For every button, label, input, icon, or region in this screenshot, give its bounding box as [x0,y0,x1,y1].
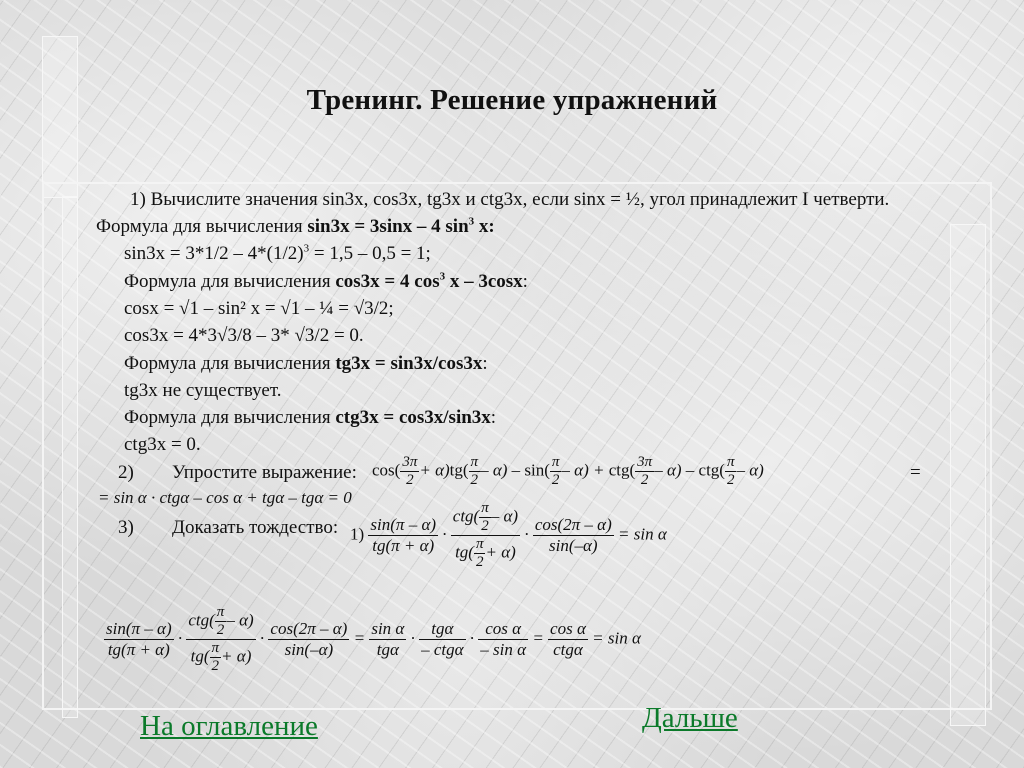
calc-sin3x: $\sin 3x = 3*1/2 - 4*(1/2)^3 = 1,5 - 0,5 = 1$; [124,242,431,264]
decorative-bar [950,224,986,726]
calc-cosx: cosx = √1 – sin² x = √1 – ¼ = √3/2; [124,298,394,319]
formula-cos3x: Формула для вычисления cos3x = 4 $\cos^3 x - 3\cos x$: [124,270,528,292]
identity-proof: $\frac{\sin(\pi - \alpha)}{tg(\pi + \alpha)}$ · ctg( $\frac{\pi}{2}$ – α) tg( $\frac{\pi}{2}$ + α) · $\frac{\cos(2\pi - \alpha)}{\sin(-\alpha)}$ = $\frac{\text{sin α}}{\text{tgα}}$ · $\frac{\text{tgα}}{\text{– ctgα}}$ · $\frac{\text{cos α}}{\text{– sin α}}$ = $\frac{\text{cos α}}{\text{ctgα}}$ = sin α [106,604,641,674]
decorative-bar [42,36,78,198]
identity-expression: 1) $\frac{\sin(\pi - \alpha)}{tg(\pi + \alpha)}$ · ctg( $\frac{\pi}{2}$ – α) tg( $\frac{\pi}{2}$ + α) · $\frac{\cos(2\pi - \alpha)}{\sin(-\alpha)}$ = sin α [350,500,667,570]
next-link[interactable]: Дальше [642,702,738,734]
decorative-bar [62,196,78,718]
task-3-text: Доказать тождество: [172,517,339,538]
calc-ctg3x: ctg3x = 0. [124,434,201,455]
calc-cos3x: cos3x = 4*3√3/8 – 3* √3/2 = 0. [124,325,364,346]
task-2-number: 2) [118,462,134,483]
calc-tg3x: tg3x не существует. [124,380,282,401]
equals-sign: = [910,462,921,483]
task-2-text: Упростите выражение: [172,462,357,483]
task-3-number: 3) [118,517,134,538]
task-1-text: 1) Вычислите значения sin3x, cos3x, tg3x и ctg3x, если sinx = ½, угол принадлежит I четверти. [130,189,890,210]
formula-sin3x: Формула для вычисления sin3x = 3sinx – 4 $\sin^3 x$: [96,215,495,237]
formula-ctg3x: Формула для вычисления ctg3x = cos3x/sin3x: [124,407,497,428]
simplify-result: = sin α · ctgα – cos α + tgα – tgα = 0 [98,488,352,507]
toc-link[interactable]: На оглавление [140,710,318,742]
simplify-expression: cos( $\frac{3\pi}{2}$ + α)tg( $\frac{\pi}{2}$ – α) – sin( $\frac{\pi}{2}$ – α) + ctg( $\frac{3\pi}{2}$ – α) – ctg( $\frac{\pi}{2}$ – α) [372,454,764,488]
page-title: Тренинг. Решение упражнений [306,84,718,116]
formula-tg3x: Формула для вычисления tg3x = sin3x/cos3x: [124,353,488,374]
